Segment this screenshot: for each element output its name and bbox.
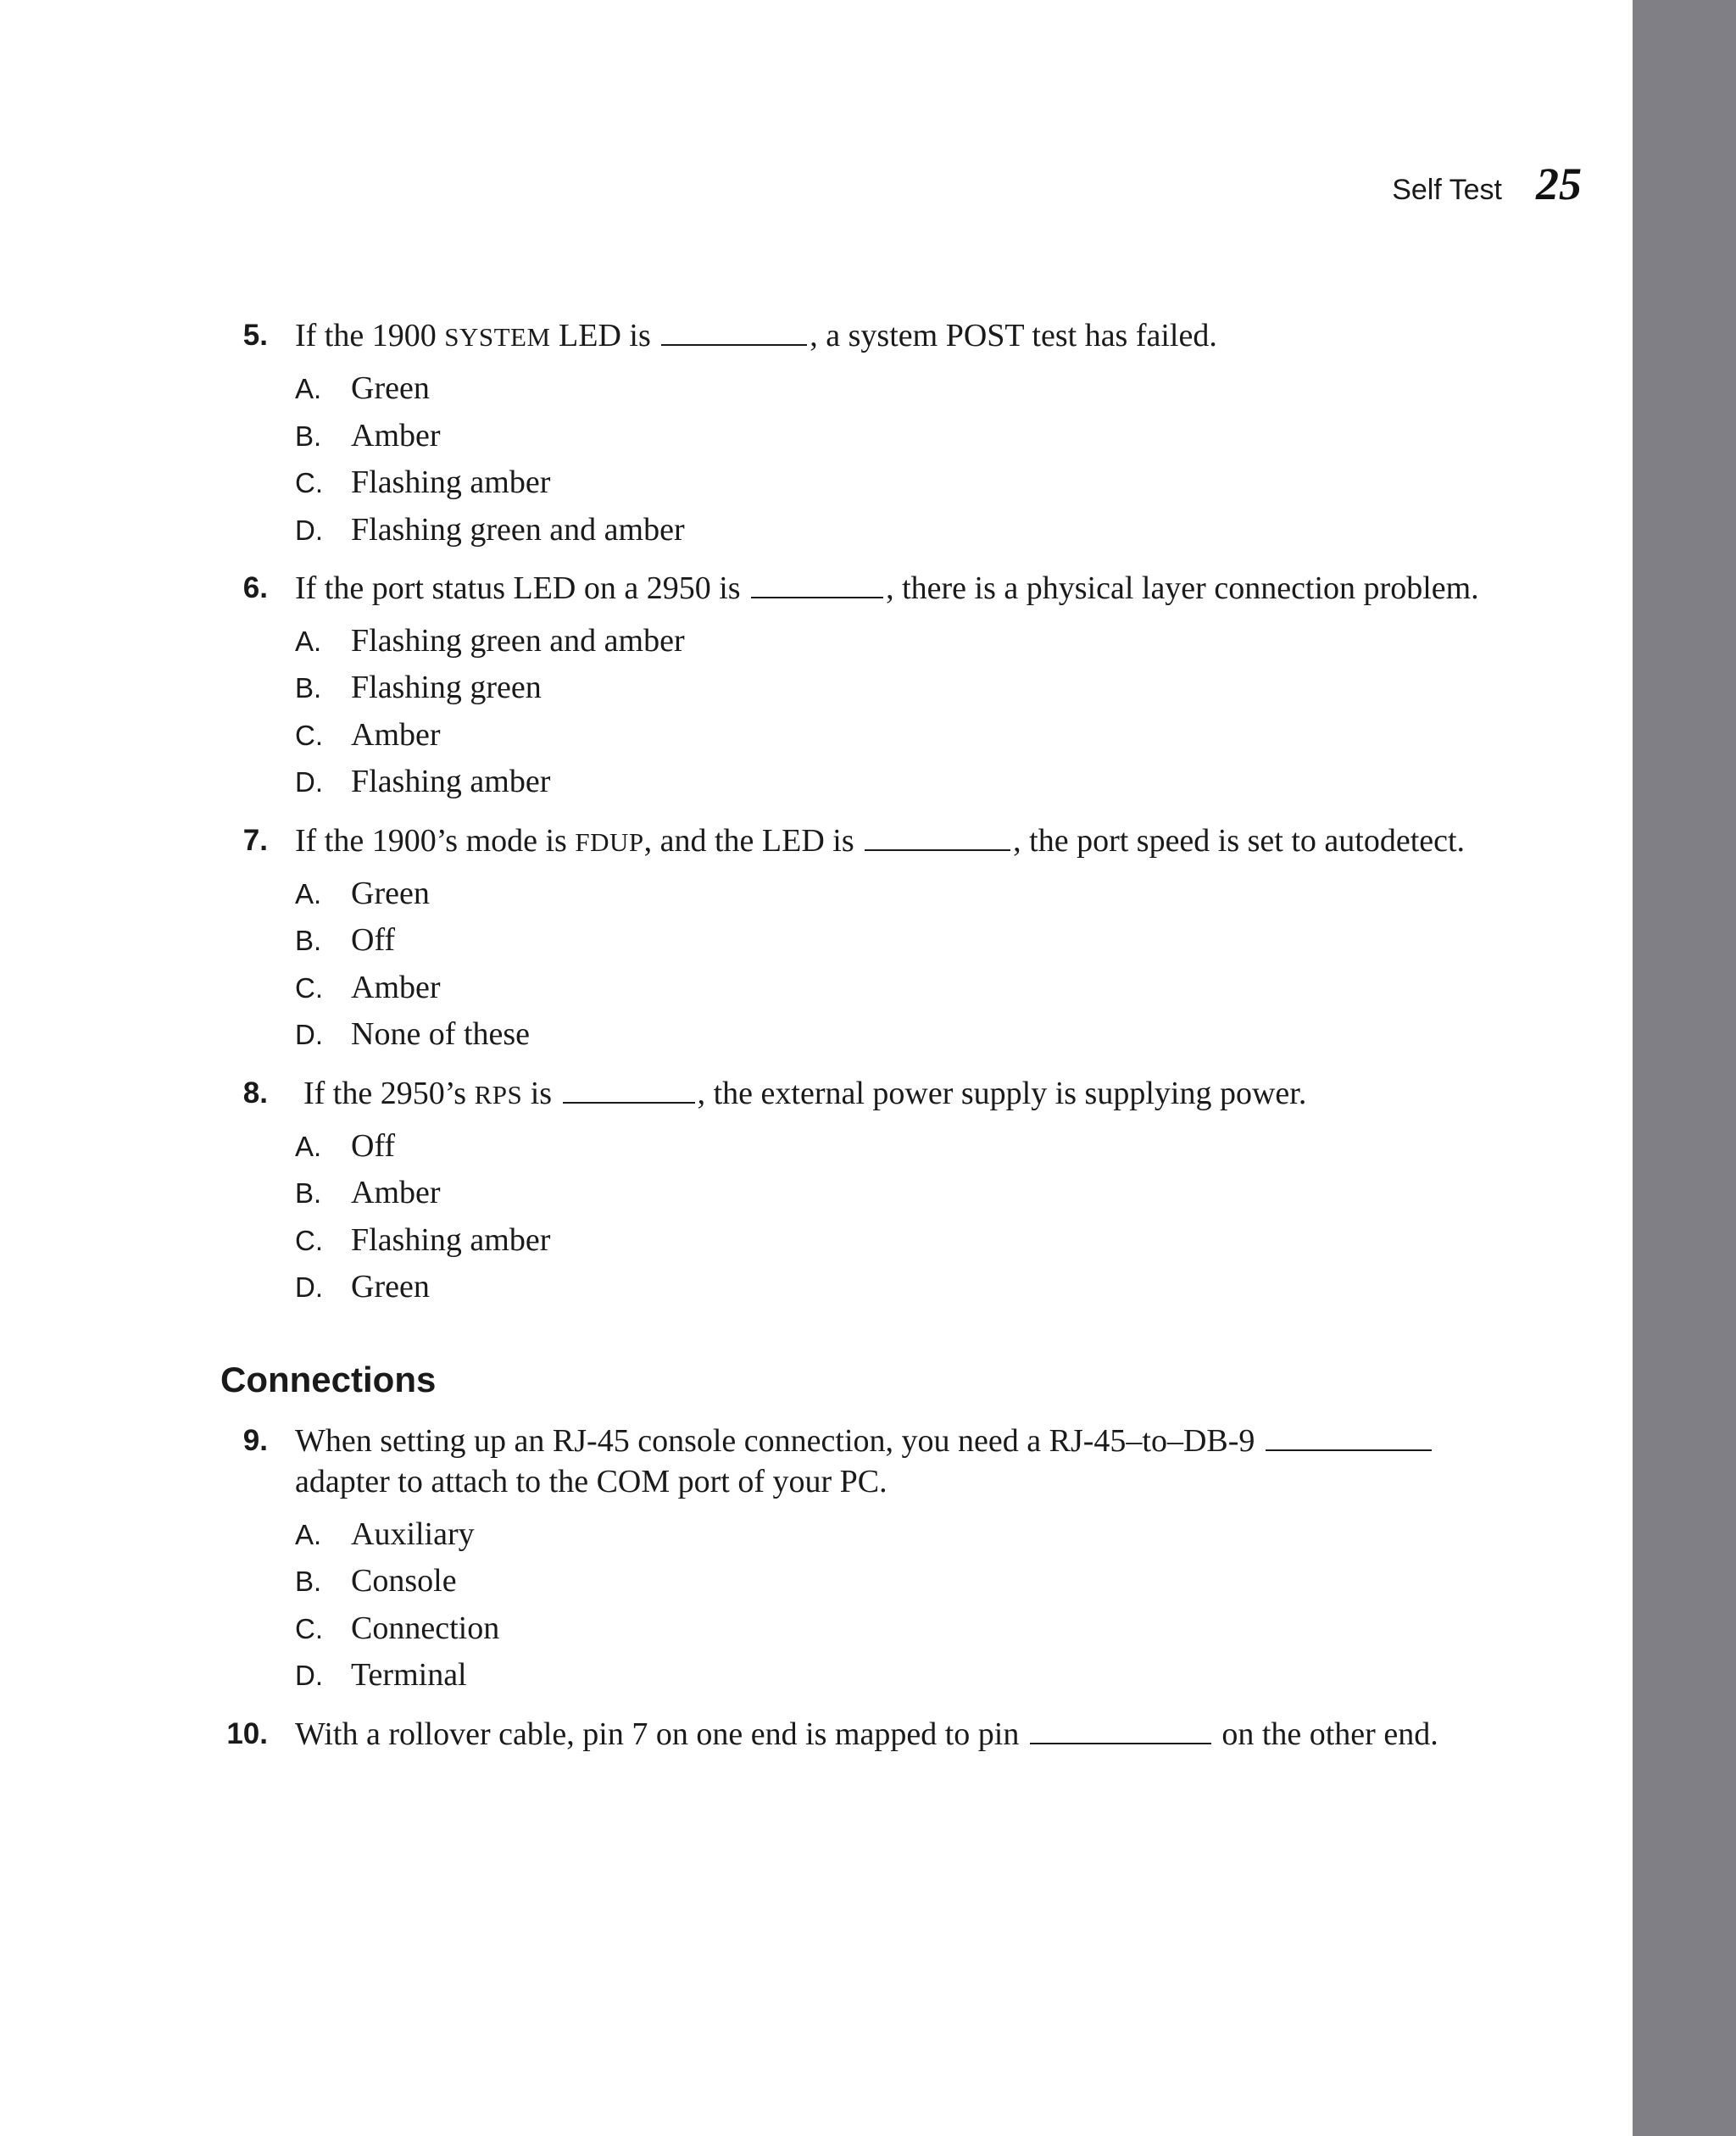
answer-blank (661, 319, 807, 346)
question-stem: If the port status LED on a 2950 is , there is a physical layer connection problem. (295, 570, 1479, 606)
option: A. Off (295, 1128, 396, 1164)
question-number: 8. (242, 1076, 268, 1110)
option: B. Off (295, 922, 396, 958)
question-stem: If the 1900 SYSTEM LED is , a system POST test has failed. (295, 318, 1217, 353)
option: C. Amber (295, 717, 441, 753)
page-edge-band (1633, 0, 1736, 2136)
option: D. Flashing amber (295, 764, 551, 799)
option: D. Terminal (295, 1657, 467, 1693)
option: D. None of these (295, 1016, 531, 1052)
option: C. Amber (295, 970, 441, 1005)
answer-blank (865, 824, 1010, 851)
option: C. Connection (295, 1610, 500, 1646)
option: B. Console (295, 1563, 457, 1599)
answer-blank (1266, 1424, 1432, 1451)
question-stem: When setting up an RJ-45 console connection, you need a RJ-45–to–DB-9 adapter to attach to the COM port of your PC. (295, 1421, 1583, 1502)
section-heading: Connections (220, 1360, 437, 1399)
option: A. Auxiliary (295, 1516, 475, 1552)
option: C. Flashing amber (295, 464, 551, 500)
option: D. Green (295, 1269, 430, 1304)
answer-blank (563, 1076, 695, 1104)
question-number: 6. (242, 571, 268, 604)
option: A. Green (295, 370, 430, 406)
question-number: 5. (242, 319, 268, 352)
question-stem: With a rollover cable, pin 7 on one end is mapped to pin on the other end. (295, 1716, 1438, 1752)
answer-blank (751, 571, 883, 598)
option: B. Amber (295, 418, 441, 453)
question-stem: If the 2950’s RPS is , the external power supply is supplying power. (303, 1076, 1307, 1111)
question-number: 9. (242, 1424, 268, 1457)
option: B. Amber (295, 1175, 441, 1210)
running-head (1392, 158, 1582, 210)
option: C. Flashing amber (295, 1222, 551, 1258)
question-number: 7. (242, 824, 268, 857)
option: A. Green (295, 876, 430, 911)
page-number: 25 (1536, 159, 1582, 209)
question-number: 10. (226, 1717, 268, 1750)
question-stem: If the 1900’s mode is FDUP, and the LED is , the port speed is set to autodetect. (295, 823, 1466, 859)
option: B. Flashing green (295, 670, 542, 705)
running-head-title: Self Test (1392, 174, 1502, 206)
option: D. Flashing green and amber (295, 512, 685, 548)
answer-blank (1030, 1717, 1211, 1744)
option: A. Flashing green and amber (295, 623, 685, 659)
